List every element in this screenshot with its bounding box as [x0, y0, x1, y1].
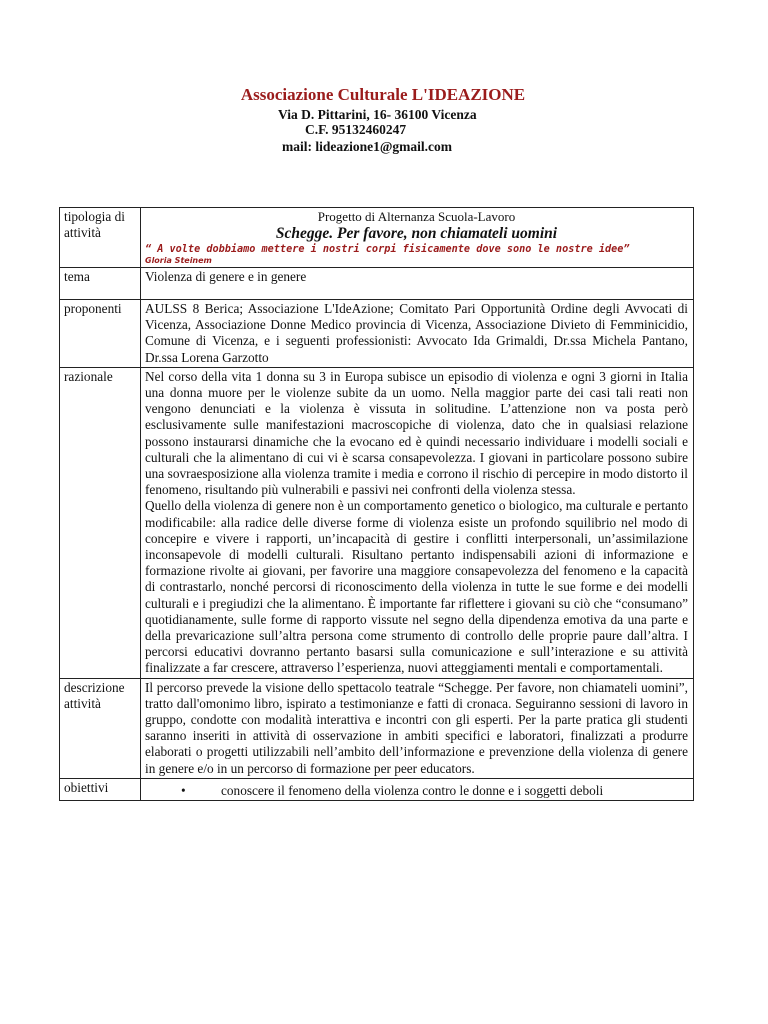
- label-tema: tema: [60, 268, 141, 300]
- razionale-paragraph-1: Nel corso della vita 1 donna su 3 in Europa subisce un episodio di violenza e ogni 3 giorni in Italia una donna muore per le violenze subite da un uomo. Nella maggior parte dei casi tali reati non vengono denunciati e la violenza è vissuta in solitudine. L’attenzione non va posta però esclusivamente sulle manifestazioni macroscopiche di violenza, dato che in qualsiasi relazione possono instaurarsi dinamiche che la evocano ed è quindi necessario individuare i modelli sociali e culturali che la alimentano di cui vi è scarsa consapevolezza. I giovani in particolare possono subire una sovraesposizione alla violenza tramite i media e corrono il rischio di percepire in modo distorto il fenomeno, risultando più vulnerabili e passivi nei confronti della violenza stessa.: [145, 368, 688, 498]
- org-tax-code: C.F. 95132460247: [305, 122, 407, 137]
- value-descrizione: [141, 678, 694, 778]
- label-razionale: razionale: [60, 367, 141, 678]
- row-proponenti: [60, 300, 694, 368]
- bullet-icon: •: [181, 782, 186, 798]
- label-tipologia: tipologia di attività: [60, 208, 141, 268]
- row-descrizione: [60, 678, 694, 778]
- org-email: mail: lideazione1@gmail.com: [282, 139, 453, 154]
- row-razionale: [60, 367, 694, 678]
- value-proponenti: [141, 300, 694, 368]
- project-type: Progetto di Alternanza Scuola-Lavoro: [317, 209, 516, 224]
- proponenti-text: AULSS 8 Berica; Associazione L'IdeAzione; Comitato Pari Opportunità Ordine degli Avvocati di Vicenza, Associazione Donne Medico provincia di Vicenza, Associazione Divieto di Femminicidio, Comune di Vicenza, e i seguenti professionisti: Avvocato Ida Grimaldi, Dr.ssa Michela Pantano, Dr.ssa Lorena Garzotto: [145, 301, 688, 365]
- org-title: Associazione Culturale L'IDEAZIONE: [240, 85, 526, 104]
- tema-text: Violenza di genere e in genere: [145, 269, 307, 284]
- project-title: Schegge. Per favore, non chiamateli uomini: [275, 225, 558, 242]
- project-quote: “ A volte dobbiamo mettere i nostri corpi fisicamente dove sono le nostre idee”: [145, 244, 630, 255]
- value-tema: [141, 268, 694, 300]
- razionale-paragraph-2: Quello della violenza di genere non è un comportamento genetico o biologico, ma culturale e pertanto modificabile: alla radice delle diverse forme di violenza esiste un profondo squilibrio nel modo di concepire e vivere i rapporti, un’incapacità di gestire i conflitti interpersonali, un’assimilazione inconsapevole di modelli culturali. Risultano pertanto indispensabili azioni di informazione e formazione rivolte ai giovani, per favorire una maggiore consapevolezza del fenomeno e la capacità di contrastarlo, nonché percorsi di riconoscimento della violenza in tutte le sue forme e dei modelli culturali e i pregiudizi che la alimentano. È importante far riflettere i giovani su ciò che “consumano” quotidianamente, sulle forme di rapporto vissute nel segno della dipendenza emotiva da una parte e della prevaricazione sull’altra persona come strumento di controllo delle proprie paure dall’altra. I percorsi educativi dovranno pertanto basarsi sulla comunicazione e sull’interazione e su attività finalizzate a far crescere, attraverso l’esperienza, nuovi atteggiamenti mentali e comportamentali.: [145, 498, 688, 676]
- quote-author: Gloria Steinem: [145, 256, 212, 265]
- label-obiettivi: obiettivi: [60, 778, 141, 800]
- project-table: [59, 207, 694, 801]
- label-proponenti: proponenti: [60, 300, 141, 368]
- row-obiettivi: [60, 778, 694, 800]
- value-tipologia: [141, 208, 694, 268]
- value-obiettivi: [141, 778, 694, 800]
- label-descrizione: descrizione attività: [60, 678, 141, 778]
- row-tipologia: [60, 208, 694, 268]
- value-razionale: [141, 367, 694, 678]
- descrizione-text: Il percorso prevede la visione dello spettacolo teatrale “Schegge. Per favore, non chiamateli uomini”, tratto dall'omonimo libro, ispirato a testimonianze e fatti di cronaca. Seguiranno sessioni di lavoro in gruppo, condotte con modalità interattiva e incontri con gli esperti. Per la parte pratica gli studenti saranno inseriti in attività di osservazione in ambiti specifici e laboratori, finalizzati a produrre elaborati o progetti utilizzabili nell’ambito dell’informazione e prevenzione della violenza di genere in genere e/o in un percorso di formazione per peer educators.: [145, 679, 688, 776]
- list-item: [181, 783, 688, 799]
- objective-text: conoscere il fenomeno della violenza contro le donne e i soggetti deboli: [221, 782, 604, 798]
- row-tema: [60, 268, 694, 300]
- org-address: Via D. Pittarini, 16- 36100 Vicenza: [278, 107, 477, 122]
